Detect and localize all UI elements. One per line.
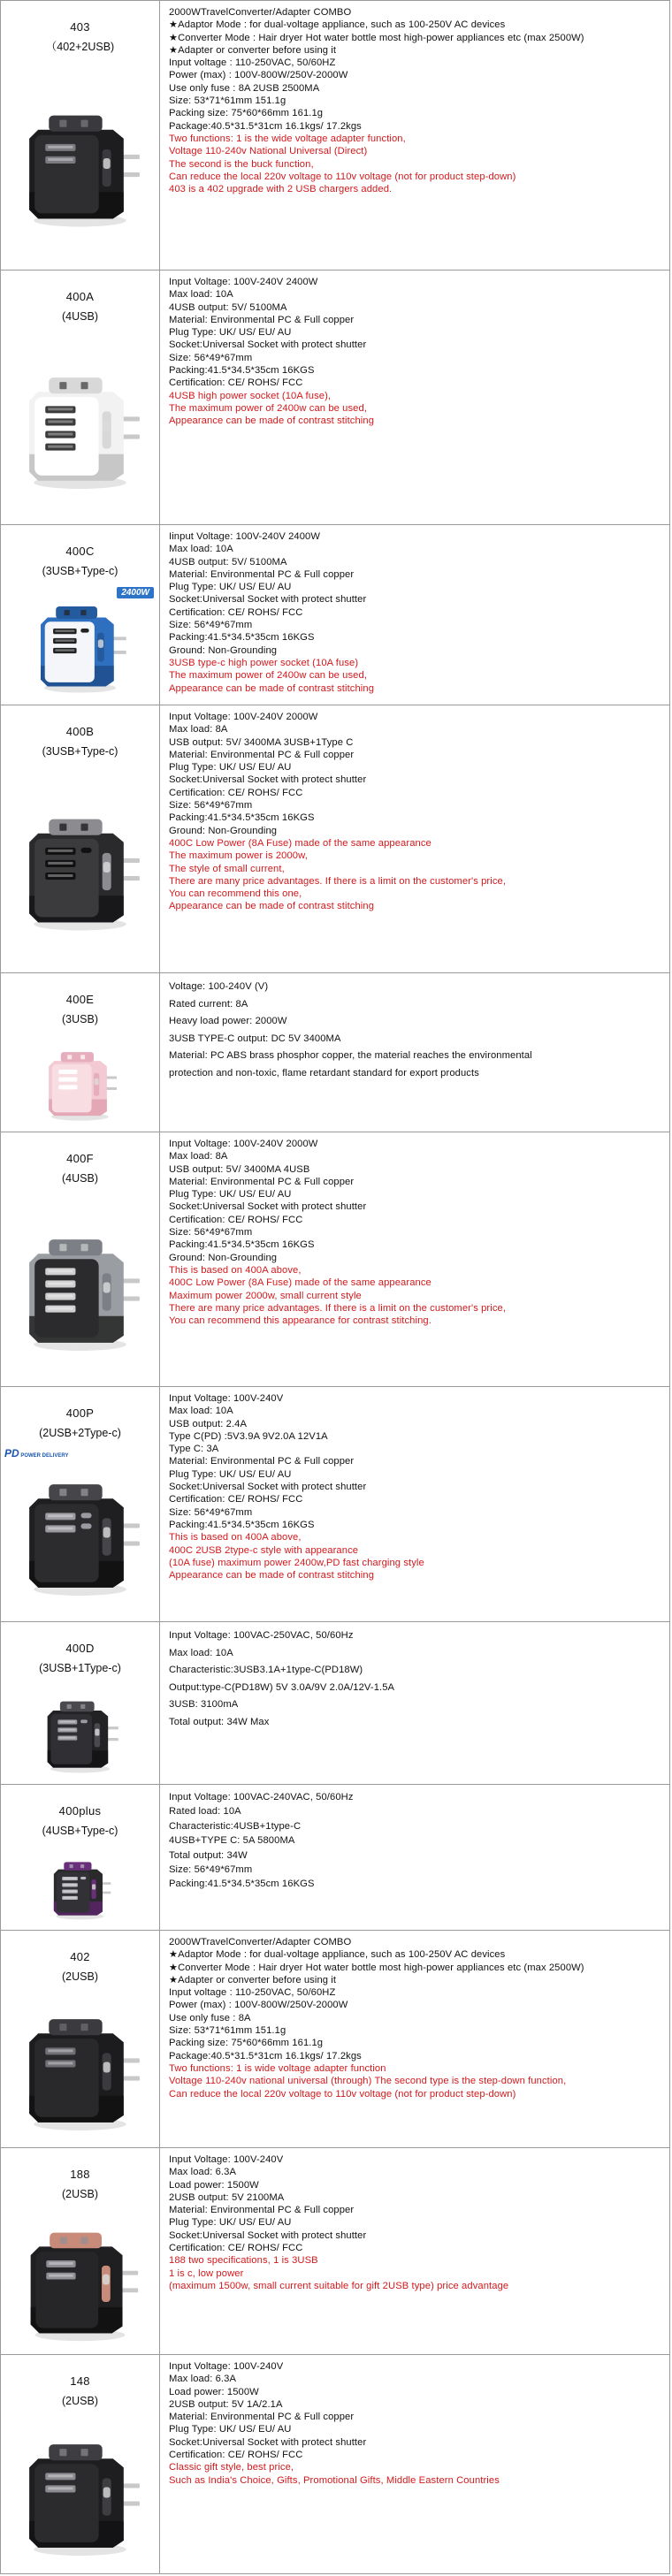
spec-line: USB output: 5V/ 3400MA 4USB	[169, 1163, 310, 1175]
spec-line: Type C(PD) :5V3.9A 9V2.0A 12V1A	[169, 1430, 328, 1442]
spec-line: 2000WTravelConverter/Adapter COMBO	[169, 1937, 352, 1947]
model-number: 188	[70, 2168, 90, 2181]
model-number: 400F	[66, 1152, 94, 1165]
spec-line: 4USB output: 5V/ 5100MA	[169, 556, 287, 568]
spec-line: Size: 53*71*61mm 151.1g	[169, 95, 286, 107]
spec-line: ★Adapter or converter before using it	[169, 1974, 337, 1985]
spec-cell	[160, 1931, 669, 2147]
product-cell	[1, 271, 160, 524]
black-adapter-2usb-2typec-image	[13, 1456, 147, 1614]
spec-note-line: Can reduce the local 220v voltage to 110v voltage (not for product step-down)	[169, 2088, 516, 2100]
spec-cell	[160, 2355, 669, 2573]
model-ports: （402+2USB)	[45, 41, 115, 53]
product-photo	[13, 2000, 147, 2140]
model-ports: (4USB+Type-c)	[42, 1825, 118, 1837]
spec-line: Rated current: 8A	[169, 998, 248, 1010]
spec-line: Material: Environmental PC & Full copper	[169, 314, 355, 325]
product-cell	[1, 1387, 160, 1621]
spec-line: Packing size: 75*60*66mm 161.1g	[169, 2038, 324, 2049]
spec-cell	[160, 1785, 669, 1930]
model-ports: (2USB)	[62, 2395, 98, 2407]
product-cell	[1, 705, 160, 972]
white-adapter-4usb-image	[13, 339, 147, 517]
product-row	[0, 1784, 670, 1930]
spec-line: Plug Type: UK/ US/ EU/ AU	[169, 1189, 292, 1200]
spec-note-line: Classic gift style, best price,	[169, 2462, 294, 2473]
spec-line: Plug Type: UK/ US/ EU/ AU	[169, 762, 292, 774]
model-number: 400P	[65, 1406, 95, 1420]
spec-line: 2USB output: 5V 1A/2.1A	[169, 2398, 283, 2410]
spec-line: ★Adaptor Mode : for dual-voltage appliance, such as 100-250V AC devices	[169, 19, 506, 31]
spec-line: Heavy load power: 2000W	[169, 1016, 287, 1027]
spec-line: Max load: 10A	[169, 544, 233, 555]
spec-note-line: Appearance can be made of contrast stitching	[169, 415, 375, 427]
model-ports: (2USB)	[62, 2188, 98, 2200]
spec-note-line: 400C Low Power (8A Fuse) made of the same appearance	[169, 837, 431, 849]
model-ports: (4USB)	[62, 1172, 98, 1185]
spec-line: Packing:41.5*34.5*35cm 16KGS	[169, 632, 315, 644]
spec-note-line: Voltage 110-240v national universal (through) The second type is the step-down function,	[169, 2076, 567, 2087]
product-photo	[13, 1854, 147, 1923]
spec-line: Size: 53*71*61mm 151.1g	[169, 2025, 286, 2037]
black-adapter-3usb-typec-image	[13, 774, 147, 965]
pink-adapter-3usb-image	[13, 1042, 147, 1124]
product-photo	[13, 2217, 147, 2347]
spec-note-line: 1 is c, low power	[169, 2267, 244, 2279]
model-number: 400A	[65, 290, 95, 303]
spec-line: Input Voltage: 100V-240V 2000W	[169, 712, 318, 722]
product-row	[0, 1930, 670, 2147]
spec-line: 2USB output: 5V 2100MA	[169, 2191, 285, 2203]
spec-line: Size: 56*49*67mm	[169, 1227, 253, 1238]
spec-line: Socket:Universal Socket with protect shutter	[169, 1201, 367, 1213]
spec-line: Plug Type: UK/ US/ EU/ AU	[169, 1468, 292, 1480]
spec-note-line: Appearance can be made of contrast stitching	[169, 682, 375, 694]
spec-line: Material: PC ABS brass phosphor copper, the material reaches the environmental	[169, 1050, 532, 1062]
spec-line: Plug Type: UK/ US/ EU/ AU	[169, 327, 292, 339]
product-cell	[1, 973, 160, 1132]
spec-cell	[160, 2148, 669, 2354]
spec-note-line: Appearance can be made of contrast stitching	[169, 1570, 375, 1581]
spec-line: Output:type-C(PD18W) 5V 3.0A/9V 2.0A/12V-1.5A	[169, 1681, 395, 1693]
product-row	[0, 1132, 670, 1386]
spec-line: Material: Environmental PC & Full copper	[169, 2412, 355, 2423]
spec-line: Max load: 8A	[169, 724, 228, 735]
spec-note-line: Maximum power 2000w, small current style	[169, 1290, 362, 1301]
product-photo	[13, 70, 147, 263]
spec-line: Total output: 34W Max	[169, 1716, 270, 1727]
spec-line: Max load: 6.3A	[169, 2374, 237, 2385]
model-ports: (3USB)	[62, 1013, 98, 1025]
product-row	[0, 0, 670, 270]
spec-line: Certification: CE/ ROHS/ FCC	[169, 2450, 303, 2461]
spec-note-line: Appearance can be made of contrast stitching	[169, 901, 375, 912]
black-rosegold-adapter-2usb-image	[13, 2217, 147, 2347]
spec-line: Type C: 3A	[169, 1444, 219, 1455]
product-row	[0, 972, 670, 1132]
spec-line: Material: Environmental PC & Full copper	[169, 568, 355, 580]
spec-line: Size: 56*49*67mm	[169, 800, 253, 812]
spec-line: 2000WTravelConverter/Adapter COMBO	[169, 7, 352, 18]
product-cell	[1, 1931, 160, 2147]
spec-line: Iinput Voltage: 100V-240V 2400W	[169, 531, 321, 542]
pd-logo-subtext: POWER DELIVERY	[19, 1453, 69, 1459]
spec-note-line: The style of small current,	[169, 863, 285, 874]
spec-note-line: This is based on 400A above,	[169, 1264, 302, 1276]
spec-line: Load power: 1500W	[169, 2386, 259, 2397]
product-photo	[13, 1042, 147, 1124]
product-row	[0, 1621, 670, 1784]
spec-line: Use only fuse : 8A 2USB 2500MA	[169, 82, 320, 94]
model-number: 148	[70, 2374, 90, 2388]
spec-note-line: The maximum power is 2000w,	[169, 850, 308, 862]
spec-line: Certification: CE/ ROHS/ FCC	[169, 377, 303, 389]
model-ports: (2USB)	[62, 1970, 98, 1983]
spec-line: Power (max) : 100V-800W/250V-2000W	[169, 70, 348, 81]
spec-line: Ground: Non-Grounding	[169, 1252, 278, 1263]
model-number: 400B	[65, 725, 95, 738]
spec-line: Packing:41.5*34.5*35cm 16KGS	[169, 365, 315, 377]
spec-line: Voltage: 100-240V (V)	[169, 981, 269, 992]
product-photo	[13, 1691, 147, 1777]
spec-line: Use only fuse : 8A	[169, 2012, 251, 2023]
product-photo	[13, 774, 147, 965]
spec-cell	[160, 1, 669, 270]
spec-line: Size: 56*49*67mm	[169, 1506, 253, 1518]
spec-note-line: 400C 2USB 2type-c style with appearance	[169, 1544, 359, 1556]
model-ports: (3USB+Type-c)	[42, 745, 118, 758]
model-number: 402	[70, 1950, 90, 1963]
spec-line: Max load: 10A	[169, 1647, 233, 1658]
spec-line: Certification: CE/ ROHS/ FCC	[169, 787, 303, 798]
spec-line: Input Voltage: 100V-240V	[169, 2361, 284, 2372]
black-travel-adapter-image	[13, 2000, 147, 2140]
product-cell	[1, 1622, 160, 1784]
spec-line: Max load: 10A	[169, 1406, 233, 1417]
spec-line: 3USB TYPE-C output: DC 5V 3400MA	[169, 1033, 341, 1044]
spec-line: ★Converter Mode : Hair dryer Hot water bottle most high-power appliances etc (max 2500W)	[169, 1962, 584, 1973]
spec-line: Packing size: 75*60*66mm 161.1g	[169, 108, 324, 119]
spec-line: Plug Type: UK/ US/ EU/ AU	[169, 2424, 292, 2435]
spec-line: Certification: CE/ ROHS/ FCC	[169, 1494, 303, 1505]
spec-line: Input voltage : 110-250VAC, 50/60HZ	[169, 57, 336, 69]
spec-line: Socket:Universal Socket with protect shutter	[169, 1482, 367, 1493]
spec-line: Certification: CE/ ROHS/ FCC	[169, 606, 303, 618]
spec-note-line: 3USB type-c high power socket (10A fuse)	[169, 657, 359, 668]
product-row	[0, 2147, 670, 2354]
spec-line: Max load: 6.3A	[169, 2167, 237, 2178]
spec-line: Material: Environmental PC & Full copper	[169, 2205, 355, 2216]
spec-note-line: The maximum power of 2400w can be used,	[169, 402, 368, 414]
spec-line: Size: 56*49*67mm	[169, 352, 253, 363]
model-number: 400D	[65, 1642, 95, 1655]
product-cell	[1, 525, 160, 705]
grey-black-adapter-4usb-image	[13, 1201, 147, 1379]
model-ports: (4USB)	[62, 310, 98, 323]
spec-cell	[160, 1132, 669, 1386]
spec-line: Certification: CE/ ROHS/ FCC	[169, 2243, 303, 2254]
spec-line: Input Voltage: 100VAC-240VAC, 50/60Hz	[169, 1792, 354, 1802]
model-number: 400C	[65, 545, 95, 558]
model-ports: (2USB+2Type-c)	[39, 1427, 121, 1439]
spec-line: Total output: 34W	[169, 1849, 248, 1861]
spec-note-line: This is based on 400A above,	[169, 1532, 302, 1543]
product-photo	[13, 1201, 147, 1379]
spec-note-line: You can recommend this one,	[169, 888, 302, 900]
spec-note-line: You can recommend this appearance for contrast stitching.	[169, 1315, 431, 1327]
spec-note-line: Two functions: 1 is wide voltage adapter function	[169, 2062, 386, 2074]
spec-line: Packing:41.5*34.5*35cm 16KGS	[169, 812, 315, 824]
spec-cell	[160, 973, 669, 1132]
spec-line: Plug Type: UK/ US/ EU/ AU	[169, 582, 292, 593]
product-row	[0, 705, 670, 972]
spec-line: ★Adaptor Mode : for dual-voltage appliance, such as 100-250V AC devices	[169, 1949, 506, 1961]
model-number: 403	[70, 20, 90, 34]
product-cell	[1, 2355, 160, 2573]
spec-note-line: 400C Low Power (8A Fuse) made of the same appearance	[169, 1277, 431, 1289]
spec-line: Packing:41.5*34.5*35cm 16KGS	[169, 1519, 315, 1530]
spec-line: Characteristic:3USB3.1A+1type-C(PD18W)	[169, 1665, 363, 1676]
spec-line: Power (max) : 100V-800W/250V-2000W	[169, 2000, 348, 2011]
spec-line: Package:40.5*31.5*31cm 16.1kgs/ 17.2kgs	[169, 2050, 362, 2062]
spec-line: Load power: 1500W	[169, 2179, 259, 2191]
spec-note-line: 403 is a 402 upgrade with 2 USB chargers added.	[169, 184, 393, 195]
spec-line: Input Voltage: 100V-240V 2400W	[169, 277, 318, 287]
spec-note-line: 4USB high power socket (10A fuse),	[169, 390, 332, 401]
product-cell	[1, 2148, 160, 2354]
spec-line: Input Voltage: 100V-240V	[169, 1393, 284, 1404]
product-cell	[1, 1785, 160, 1930]
spec-note-line: (10A fuse) maximum power 2400w,PD fast charging style	[169, 1557, 424, 1568]
spec-line: Max load: 10A	[169, 289, 233, 301]
product-cell	[1, 1132, 160, 1386]
spec-line: Input Voltage: 100V-240V	[169, 2154, 284, 2165]
product-cell	[1, 1, 160, 270]
black-adapter-3usb-1typec-image	[13, 1691, 147, 1777]
spec-line: Input voltage : 110-250VAC, 50/60HZ	[169, 1987, 336, 1999]
spec-line: Ground: Non-Grounding	[169, 825, 278, 836]
spec-line: Packing:41.5*34.5*35cm 16KGS	[169, 1879, 315, 1890]
spec-line: 3USB: 3100mA	[169, 1699, 239, 1711]
spec-note-line: There are many price advantages. If there is a limit on the customer's price,	[169, 1302, 507, 1314]
spec-line: Size: 56*49*67mm	[169, 1864, 253, 1876]
spec-line: Input Voltage: 100VAC-250VAC, 50/60Hz	[169, 1630, 354, 1641]
spec-line: Socket:Universal Socket with protect shutter	[169, 774, 367, 786]
spec-cell	[160, 705, 669, 972]
spec-line: 4USB output: 5V/ 5100MA	[169, 301, 287, 313]
spec-note-line: There are many price advantages. If there is a limit on the customer's price,	[169, 875, 507, 887]
spec-note-line: Can reduce the local 220v voltage to 110v voltage (not for product step-down)	[169, 171, 516, 182]
spec-line: Input Voltage: 100V-240V 2000W	[169, 1139, 318, 1149]
spec-line: Packing:41.5*34.5*35cm 16KGS	[169, 1239, 315, 1251]
spec-line: 4USB+TYPE C: 5A 5800MA	[169, 1835, 295, 1847]
spec-line: ★Converter Mode : Hair dryer Hot water bottle most high-power appliances etc (max 2500W)	[169, 32, 584, 43]
spec-line: Socket:Universal Socket with protect shutter	[169, 2229, 367, 2241]
model-ports: (3USB+1Type-c)	[39, 1662, 121, 1674]
spec-cell	[160, 1622, 669, 1784]
model-number: 400plus	[58, 1804, 102, 1818]
spec-line: Package:40.5*31.5*31cm 16.1kgs/ 17.2kgs	[169, 120, 362, 132]
product-photo	[13, 2424, 147, 2566]
spec-note-line: Two functions: 1 is the wide voltage adapter function,	[169, 133, 406, 144]
product-row	[0, 524, 670, 705]
spec-line: Socket:Universal Socket with protect shutter	[169, 2436, 367, 2448]
spec-line: Material: Environmental PC & Full copper	[169, 749, 355, 760]
spec-note-line: The second is the buck function,	[169, 158, 314, 170]
spec-line: USB output: 5V/ 3400MA 3USB+1Type C	[169, 736, 354, 748]
spec-line: Characteristic:4USB+1type-C	[169, 1820, 302, 1832]
spec-line: Ground: Non-Grounding	[169, 644, 278, 656]
spec-cell	[160, 271, 669, 524]
spec-note-line: 188 two specifications, 1 is 3USB	[169, 2255, 318, 2267]
spec-line: Material: Environmental PC & Full copper	[169, 1456, 355, 1467]
spec-cell	[160, 525, 669, 705]
black-compact-adapter-2usb-image	[13, 2424, 147, 2566]
pd-logo	[4, 1447, 68, 1459]
spec-line: ★Adapter or converter before using it	[169, 44, 337, 56]
spec-line: USB output: 2.4A	[169, 1418, 248, 1429]
spec-line: Size: 56*49*67mm	[169, 620, 253, 631]
spec-note-line: (maximum 1500w, small current suitable for gift 2USB type) price advantage	[169, 2280, 509, 2291]
spec-line: Max load: 8A	[169, 1151, 228, 1162]
product-photo	[13, 339, 147, 517]
product-row	[0, 2354, 670, 2574]
spec-line: Socket:Universal Socket with protect shutter	[169, 339, 367, 351]
spec-cell	[160, 1387, 669, 1621]
product-row	[0, 1386, 670, 1621]
purple-adapter-4usb-typec-image	[13, 1854, 147, 1923]
spec-line: Plug Type: UK/ US/ EU/ AU	[169, 2217, 292, 2229]
product-photo	[13, 1456, 147, 1614]
spec-line: protection and non-toxic, flame retardant standard for export products	[169, 1067, 479, 1078]
spec-line: Material: Environmental PC & Full copper	[169, 1176, 355, 1187]
black-travel-adapter-2usb-image	[13, 70, 147, 263]
spec-note-line: Such as India's Choice, Gifts, Promotional Gifts, Middle Eastern Countries	[169, 2474, 500, 2486]
power-badge: 2400W	[117, 587, 154, 598]
model-number: 400E	[65, 993, 95, 1006]
spec-line: Rated load: 10A	[169, 1806, 241, 1818]
blue-white-adapter-3usb-typec-image	[13, 594, 147, 697]
spec-line: Socket:Universal Socket with protect shutter	[169, 594, 367, 606]
product-photo	[13, 594, 147, 697]
pd-logo-text: PD	[4, 1447, 19, 1459]
product-row	[0, 270, 670, 524]
spec-note-line: The maximum power of 2400w can be used,	[169, 670, 368, 682]
spec-note-line: Voltage 110-240v National Universal (Direct)	[169, 146, 368, 157]
spec-line: Certification: CE/ ROHS/ FCC	[169, 1214, 303, 1225]
model-ports: (3USB+Type-c)	[42, 565, 118, 577]
